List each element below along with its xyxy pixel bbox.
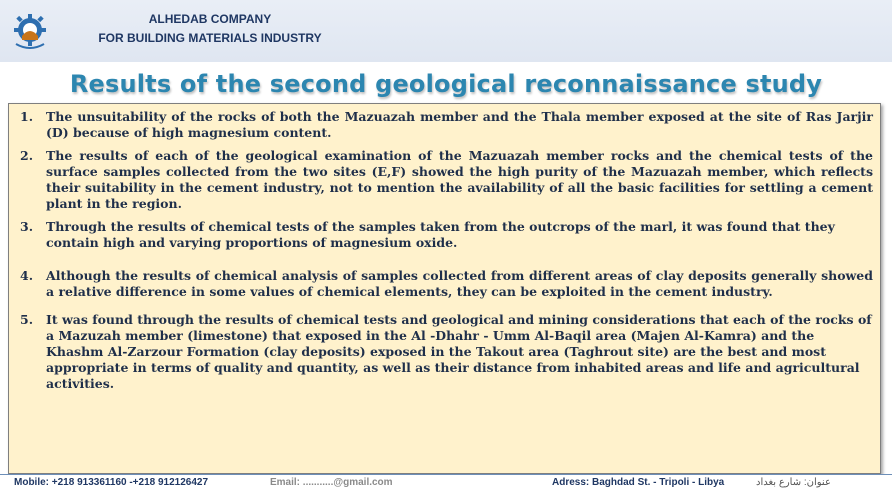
- item-text: It was found through the results of chemical tests and geological and mining considerations that each of the rocks of a Mazuzah member (limestone) that exposed in the Al -Dhahr - Umm Al-Baqil area (Majen Al-Kamra) and the Khashm Al-Zarzour Formation (clay deposits) exposed in the Takout area (Taghrout site) are the best and most appropriate in terms of quality and quantity, as well as their distance from inhabited areas and life and agricultural activities.: [46, 312, 872, 391]
- footer-address: Adress: Baghdad St. - Tripoli - Libya: [552, 477, 725, 488]
- results-list: [8, 103, 881, 392]
- list-item: [20, 268, 873, 300]
- list-item: [20, 219, 873, 251]
- item-text: The unsuitability of the rocks of both the Mazuazah member and the Thala member exposed at the site of Ras Jarjir (D) because of high magnesium content.: [46, 109, 873, 140]
- company-name-line2: FOR BUILDING MATERIALS INDUSTRY: [98, 31, 322, 45]
- item-text: The results of each of the geological examination of the Mazuazah member rocks and the chemical tests of the surface samples collected from the two sites (E,F) showed the high purity of the Mazuazah member, which reflects their suitability in the cement industry, not to mention the availability of all the basic facilities for settling a cement plant in the region.: [46, 148, 873, 211]
- item-number: 4.: [20, 268, 34, 283]
- item-text: Through the results of chemical tests of the samples taken from the outcrops of the marl, it was found that they contain high and varying proportions of magnesium oxide.: [46, 219, 835, 250]
- company-name-line1: ALHEDAB COMPANY: [148, 12, 272, 26]
- list-item: [20, 148, 873, 212]
- item-text: Although the results of chemical analysis of samples collected from different areas of clay deposits generally showed a relative difference in some values of chemical elements, they can be exploited in the cement industry.: [46, 268, 873, 299]
- list-item: [20, 312, 873, 392]
- item-number: 1.: [20, 109, 34, 124]
- page-title: Results of the second geological reconnaissance study: [69, 70, 823, 98]
- footer: [0, 474, 892, 494]
- list-item: [20, 109, 873, 141]
- footer-arabic-address: عنوان: شارع بغداد: [756, 477, 831, 488]
- item-number: 2.: [20, 148, 34, 163]
- footer-mobile: Mobile: +218 913361160 -+218 912126427: [14, 477, 209, 488]
- item-number: 5.: [20, 312, 34, 327]
- company-logo: [8, 10, 52, 52]
- footer-email: Email: ...........@gmail.com: [270, 477, 393, 488]
- company-name: [80, 10, 340, 48]
- item-number: 3.: [20, 219, 34, 234]
